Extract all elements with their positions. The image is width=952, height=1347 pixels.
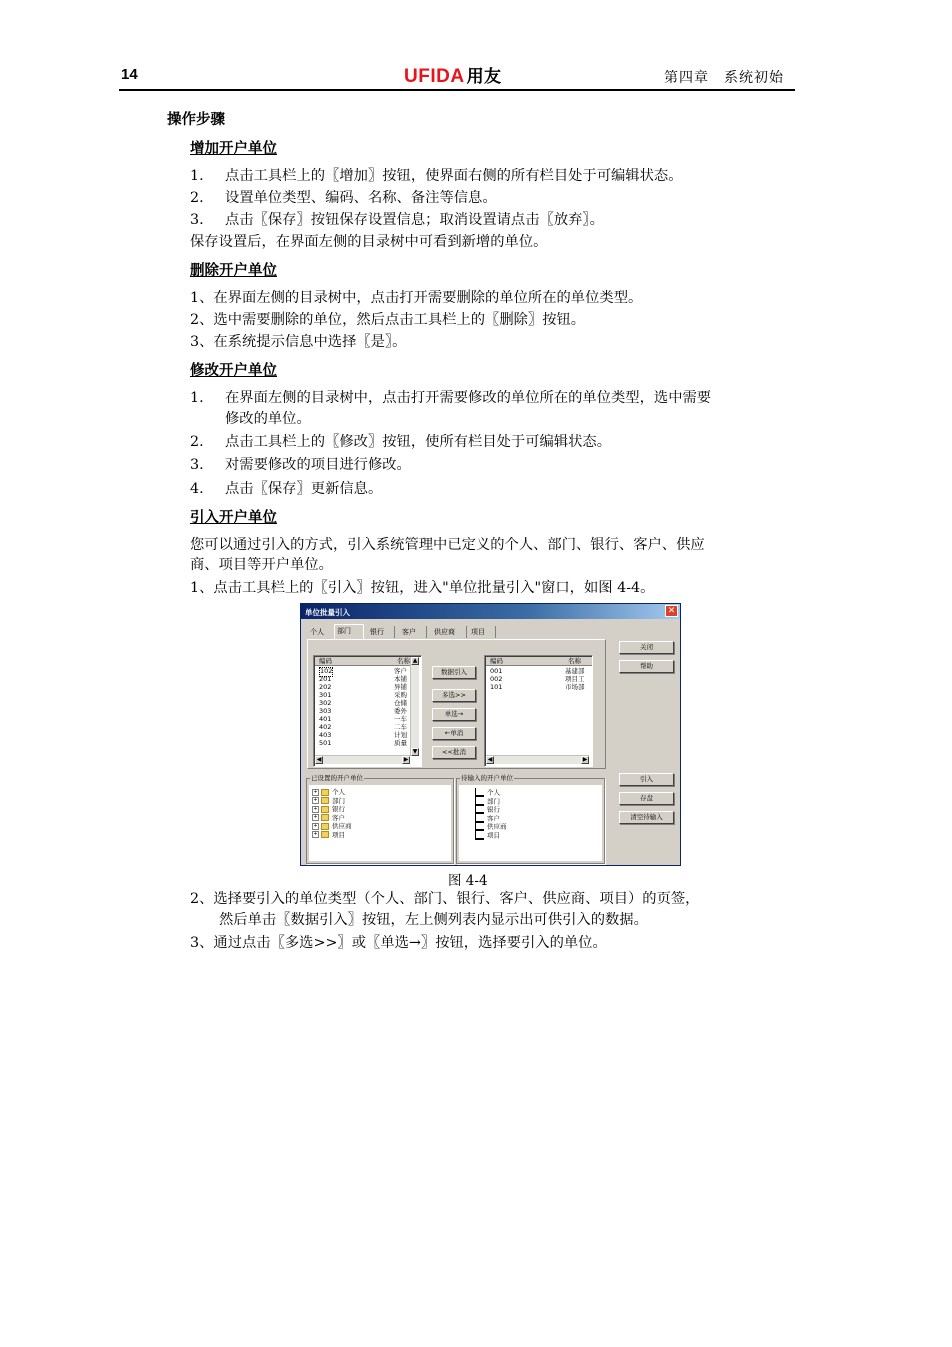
set-tree-label: 个人 [332,788,345,796]
import-step-3: 3、通过点击〖多选>>〗或〖单选→〗按钮，选择要引入的单位。 [190,935,607,951]
close-button[interactable]: 关闭 [619,641,674,654]
source-list[interactable] [313,655,422,767]
pending-tree-node[interactable] [475,805,500,813]
expand-icon[interactable]: + [313,797,318,803]
single-cancel-button[interactable]: ←单消 [432,727,476,740]
scroll-left-icon[interactable]: ◀ [316,756,322,763]
folder-icon [321,797,329,804]
multi-select-button[interactable]: 多选>> [432,689,476,702]
page-number: 14 [121,66,138,83]
pending-tree-label: 供应商 [487,822,507,831]
scroll-up-icon[interactable]: ▲ [412,657,418,664]
pending-tree-node[interactable] [475,797,500,805]
expand-icon[interactable]: + [313,822,318,829]
target-row-name[interactable]: 项目工 [565,675,585,683]
pending-tree-node[interactable] [475,814,500,822]
tab-department[interactable]: 部门 [334,624,364,639]
dialog-title: 单位批量引入 [305,608,350,617]
source-row-name[interactable]: 计划 [394,731,407,739]
set-tree-node[interactable] [312,797,345,805]
pending-tree-label: 部门 [487,797,500,805]
folder-icon [321,831,329,838]
set-tree-label: 银行 [332,805,345,813]
modify-step-1b: 修改的单位。 [225,411,311,427]
set-units-group [306,774,454,864]
source-row-code[interactable]: 302 [319,699,332,707]
import-button[interactable]: 引入 [619,773,674,786]
data-import-button[interactable]: 数据引入 [432,666,476,679]
modify-heading: 修改开户单位 [190,362,277,379]
folder-icon [321,823,329,830]
source-row-name[interactable]: 客户 [394,667,407,675]
header-rule [119,89,795,91]
expand-icon[interactable]: + [313,831,318,837]
save-button[interactable]: 存盘 [619,792,674,805]
set-tree-node[interactable] [312,805,345,813]
delete-heading: 删除开户单位 [190,262,277,279]
scroll-down-icon[interactable]: ▼ [412,748,418,755]
target-row-code[interactable]: 101 [490,683,503,691]
import-step-2a: 2、选择要引入的单位类型（个人、部门、银行、客户、供应商、项目）的页签， [190,891,700,907]
dialog-titlebar [301,604,680,619]
source-vscroll[interactable] [410,657,419,756]
tab-bank[interactable]: 银行 [368,626,395,638]
tab-panel [307,639,606,769]
pending-tree-label: 项目 [487,831,500,839]
tree-branch-icon [475,831,484,840]
source-row-code[interactable]: 102 [320,667,333,675]
scroll-right-icon[interactable]: ▶ [403,756,409,763]
single-select-button[interactable]: 单选→ [432,708,476,721]
set-units-tree[interactable] [309,785,451,861]
pending-tree-label: 个人 [487,788,500,797]
folder-icon [321,789,329,796]
logo-text: UFIDA [404,66,465,87]
target-row-name[interactable]: 基建部 [565,667,585,675]
source-row-code[interactable]: 401 [319,715,332,723]
import-step-2b: 然后单击〖数据引入〗按钮，左上侧列表内显示出可供引入的数据。 [219,912,648,928]
set-units-label: 已设置的开户单位 [311,774,363,782]
source-row-name[interactable]: 委外 [394,707,407,715]
pending-tree-label: 银行 [487,805,500,814]
modify-step-1: 1. 在界面左侧的目录树中，点击打开需要修改的单位所在的单位类型，选中需要 [190,390,712,406]
set-tree-node[interactable] [312,788,345,796]
target-list[interactable] [484,655,593,767]
add-heading: 增加开户单位 [190,140,277,157]
target-hscroll[interactable] [486,755,589,764]
expand-icon[interactable]: + [313,788,318,795]
pending-units-group [456,774,605,864]
tab-project[interactable]: 项目 [469,626,496,638]
source-row-code[interactable]: 303 [319,707,332,715]
source-row-code[interactable]: 201 [319,675,332,683]
source-row-name[interactable]: 质量 [394,739,407,747]
target-row-code[interactable]: 002 [490,675,503,683]
set-tree-label: 客户 [332,813,345,822]
target-row-code[interactable]: 001 [490,667,503,675]
add-note: 保存设置后，在界面左侧的目录树中可看到新增的单位。 [190,234,548,250]
source-row-code[interactable]: 301 [319,691,332,699]
import-heading: 引入开户单位 [190,509,277,526]
section-title: 操作步骤 [167,111,225,128]
expand-icon[interactable]: + [313,814,318,820]
source-row-name[interactable]: 采购 [394,691,407,699]
tab-personal[interactable]: 个人 [308,626,335,638]
folder-icon [321,814,329,821]
expand-icon[interactable]: + [313,805,318,812]
pending-tree-node[interactable] [475,822,507,830]
batch-import-dialog [300,603,681,866]
import-step-1: 1、点击工具栏上的〖引入〗按钮，进入"单位批量引入"窗口，如图 4-4。 [190,580,655,596]
target-col-code[interactable]: 编码 [486,657,564,666]
logo-cn: 用友 [466,67,502,86]
set-tree-label: 供应商 [332,822,352,830]
source-hscroll[interactable] [315,755,410,764]
pending-tree-node[interactable] [475,831,500,839]
pending-units-tree[interactable] [459,785,602,861]
chapter-title: 第四章 系统初始 [664,70,784,86]
set-tree-node[interactable] [312,822,352,830]
set-tree-node[interactable] [312,831,345,839]
source-row-code[interactable]: 501 [319,739,332,747]
import-intro-1: 您可以通过引入的方式，引入系统管理中已定义的个人、部门、银行、客户、供应 [190,537,705,553]
modify-step-2: 2. 点击工具栏上的〖修改〗按钮，使所有栏目处于可编辑状态。 [190,434,612,450]
source-col-code[interactable]: 编码 [315,657,393,666]
source-row-code[interactable]: 202 [319,683,332,691]
set-tree-node[interactable] [312,814,345,822]
source-row-name[interactable]: 本铺 [394,675,407,683]
pending-units-label: 待输入的开户单位 [461,774,513,782]
figure-caption: 图 4-4 [448,873,488,889]
delete-line-2: 2、选中需要删除的单位，然后点击工具栏上的〖删除〗按钮。 [190,312,586,328]
import-intro-2: 商、项目等开户单位。 [190,557,333,573]
tab-supplier[interactable]: 供应商 [432,626,467,638]
source-row-name[interactable]: 异铺 [394,683,407,691]
delete-line-3: 3、在系统提示信息中选择〖是〗。 [190,334,407,350]
close-icon[interactable]: ✕ [665,605,678,617]
modify-step-4: 4. 点击〖保存〗更新信息。 [190,481,383,497]
delete-line-1: 1、在界面左侧的目录树中，点击打开需要删除的单位所在的单位类型。 [190,290,643,306]
add-step-3: 3. 点击〖保存〗按钮保存设置信息；取消设置请点击〖放弃〗。 [190,212,604,228]
target-row-name[interactable]: 市场部 [565,683,585,691]
source-row-name[interactable]: 一车 [394,715,407,723]
folder-icon [321,806,329,813]
set-tree-label: 部门 [332,796,345,805]
add-step-2: 2. 设置单位类型、编码、名称、备注等信息。 [190,190,497,206]
batch-cancel-button[interactable]: <<批消 [432,746,476,759]
modify-step-3: 3. 对需要修改的项目进行修改。 [190,457,411,473]
help-button[interactable]: 帮助 [619,660,674,673]
ufida-logo [404,62,502,88]
add-step-1: 1. 点击工具栏上的〖增加〗按钮，使界面右侧的所有栏目处于可编辑状态。 [190,168,683,184]
set-tree-label: 项目 [332,830,345,839]
tab-customer[interactable]: 客户 [400,626,427,638]
source-col-name[interactable]: 名称 [393,657,415,666]
clear-pending-button[interactable]: 清空待输入 [619,811,674,824]
scroll-left-icon[interactable]: ◀ [487,756,493,763]
source-row-name[interactable]: 仓储 [394,699,407,707]
source-row-code[interactable]: 402 [319,723,332,731]
target-col-name[interactable]: 名称 [564,657,592,666]
pending-tree-label: 客户 [487,814,500,822]
source-row-code[interactable]: 403 [319,731,332,739]
pending-tree-node[interactable] [475,788,500,796]
scroll-right-icon[interactable]: ▶ [582,756,588,763]
source-row-name[interactable]: 二车 [394,723,407,731]
